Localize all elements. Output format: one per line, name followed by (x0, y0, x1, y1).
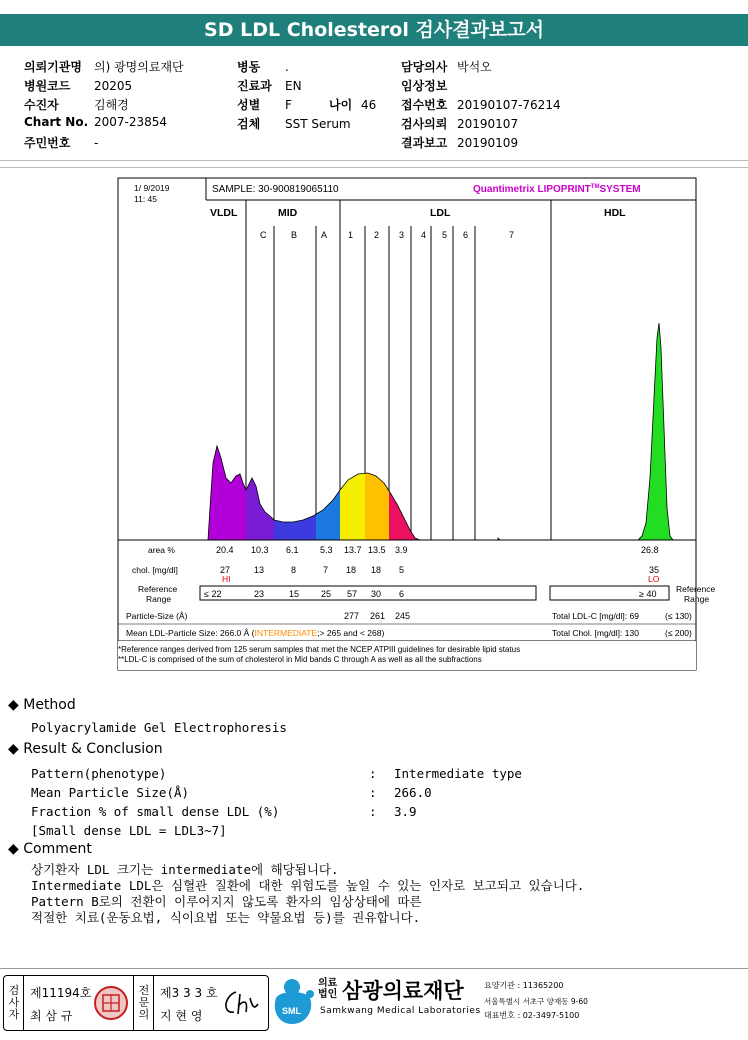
header-row: 성별 F 나이 46 (237, 98, 377, 112)
lipoprint-chart (118, 178, 716, 670)
chol-value: 13 (254, 565, 265, 575)
result-table (31, 764, 522, 840)
area-value: 13.5 (368, 545, 386, 555)
area-value: 20.4 (216, 545, 234, 555)
org-name: 삼광의료재단 (342, 979, 464, 1003)
chart-brand: Quantimetrix LIPOPRINT™SYSTEM (473, 184, 641, 195)
header-col3 (401, 58, 561, 153)
ref-label-right-2: Range (684, 594, 710, 604)
box-divider (133, 976, 134, 1030)
header-row: 병원코드 20205 (24, 79, 133, 93)
chol-value: 8 (291, 565, 297, 575)
band-label-3: 3 (399, 230, 405, 240)
group-label-mid: MID (278, 207, 298, 219)
ref-label-1: Reference (138, 584, 178, 594)
band-label-b: B (291, 230, 298, 240)
doctor-name: 지 현 영 (160, 1009, 203, 1023)
result-heading: ◆ Result & Conclusion (8, 741, 163, 757)
org-tel: 대표번호 : 02-3497-5100 (484, 1011, 580, 1020)
chol-value: 18 (371, 565, 382, 575)
area-value: 10.3 (251, 545, 269, 555)
signature-icon (218, 986, 262, 1020)
sml-logo-icon (270, 976, 316, 1028)
chart-time: 11: 45 (134, 194, 158, 204)
hi-flag: HI (222, 574, 231, 584)
sml-text: SML (282, 1006, 301, 1016)
header-row: 담당의사 박석오 (401, 60, 492, 74)
group-label-hdl: HDL (604, 207, 626, 219)
ref-value-hdl: ≥ 40 (639, 589, 657, 599)
psize-label: Particle-Size (Å) (126, 611, 188, 621)
header-row: 검사의뢰 20190107 (401, 117, 519, 131)
tester-vertical-label: 검사자 (8, 984, 20, 1021)
report-title: SD LDL Cholesterol 검사결과보고서 (0, 14, 748, 46)
header-col2 (237, 58, 376, 134)
method-heading: ◆ Method (8, 697, 76, 713)
org-name-en: Samkwang Medical Laboratories (320, 1006, 481, 1016)
chart-date: 1/ 9/2019 (134, 183, 170, 193)
box-divider (23, 976, 24, 1030)
header-row: Chart No. 2007-23854 (24, 115, 168, 129)
band-label-6: 6 (463, 230, 469, 240)
area-label: area % (148, 545, 175, 555)
header-row: 주민번호 - (24, 136, 99, 150)
total-ldl: Total LDL-C [mg/dl]: 69 (552, 611, 639, 621)
header-row: 병동 . (237, 60, 289, 74)
total-chol: Total Chol. [mg/dl]: 130 (552, 628, 639, 638)
area-value: 6.1 (286, 545, 299, 555)
chol-value: 5 (399, 565, 405, 575)
ref-value: 15 (289, 589, 300, 599)
chol-value: 27 (220, 565, 231, 575)
header-row: 결과보고 20190109 (401, 136, 519, 150)
chol-value-hdl: 35 (649, 565, 660, 575)
doctor-vertical-label: 전문의 (138, 984, 150, 1021)
header-row: 의뢰기관명 의) 광명의료재단 (24, 60, 184, 74)
tester-name: 최 삼 규 (30, 1009, 73, 1023)
ref-value: 25 (321, 589, 332, 599)
result-note: [Small dense LDL = LDL3~7] (31, 823, 227, 838)
psize-value: 261 (370, 611, 386, 621)
area-value: 5.3 (320, 545, 333, 555)
divider (0, 160, 748, 161)
note-2: **LDL-C is comprised of the sum of cholesterol in Mid bands C through A as well as all the subfractions (118, 655, 482, 664)
chart-sample: SAMPLE: 30-900819065110 (212, 184, 339, 195)
footer-divider (0, 968, 748, 969)
signature-box (3, 975, 269, 1031)
total-chol-ref: (≤ 200) (665, 628, 692, 638)
area-value: 13.7 (344, 545, 362, 555)
ref-label-right-1: Reference (676, 584, 716, 594)
band-label-1: 1 (348, 230, 354, 240)
band-label-c: C (260, 230, 267, 240)
diamond-icon: ◆ (8, 741, 19, 757)
result-row: Pattern(phenotype) : Intermediate type (31, 766, 522, 781)
total-ldl-ref: (≤ 130) (665, 611, 692, 621)
area-value: 3.9 (395, 545, 408, 555)
mean-size: Mean LDL-Particle Size: 266.0 Å (INTERMEDIATE;> 265 and < 268) (126, 628, 385, 638)
area-value-hdl: 26.8 (641, 545, 659, 555)
seal-icon (92, 984, 130, 1022)
header-row: 검체 SST Serum (237, 117, 351, 131)
chol-label: chol. [mg/dl] (132, 565, 178, 575)
band-label-5: 5 (442, 230, 448, 240)
psize-values (344, 611, 410, 621)
lo-flag: LO (648, 574, 660, 584)
band-label-2: 2 (374, 230, 380, 240)
chol-value: 18 (346, 565, 357, 575)
comment-text: 상기환자 LDL 크기는 intermediate에 해당됩니다. Intermediate LDL은 심혈관 질환에 대한 위험도를 높일 수 있는 인자로 보고되고 있습니다. Pattern B로의 전환이 이루어지지 않도록 환자의 임상상태에 따른 적절한 치료(운동요법, 식이요법 또는 약물요법 등)를 권유합니다. (31, 862, 585, 925)
group-label-vldl: VLDL (210, 207, 238, 219)
note-1: *Reference ranges derived from 125 serum samples that met the NCEP ATPIII guidelines for desirable lipid status (118, 645, 521, 654)
group-label-ldl: LDL (430, 207, 451, 219)
ref-value: ≤ 22 (204, 589, 222, 599)
box-divider (153, 976, 154, 1030)
ref-value: 57 (347, 589, 358, 599)
comment-heading: ◆ Comment (8, 841, 92, 857)
psize-value: 245 (395, 611, 411, 621)
header-col1 (24, 58, 184, 153)
method-text: Polyacrylamide Gel Electrophoresis (31, 720, 287, 735)
org-code: 요양기관 : 11365200 (484, 981, 564, 990)
tester-no: 제11194호 (30, 986, 92, 1000)
doctor-no: 제3 3 3 호 (160, 986, 218, 1000)
header-row: 수진자 김해경 (24, 98, 129, 112)
result-row: Fraction % of small dense LDL (%) : 3.9 (31, 804, 417, 819)
psize-value: 277 (344, 611, 360, 621)
divider (0, 167, 748, 168)
chol-value: 7 (323, 565, 329, 575)
ref-label-2: Range (146, 594, 172, 604)
band-label-7: 7 (509, 230, 515, 240)
result-row: Mean Particle Size(Å) : 266.0 (31, 785, 432, 800)
band-label-4: 4 (421, 230, 427, 240)
band-label-a: A (321, 230, 328, 240)
diamond-icon: ◆ (8, 697, 19, 713)
header-row: 진료과 EN (237, 79, 302, 93)
org-type: 의료법인 (318, 978, 338, 1000)
diamond-icon: ◆ (8, 841, 19, 857)
header-row: 접수번호 20190107-76214 (401, 98, 561, 112)
ref-value: 23 (254, 589, 265, 599)
org-address: 서울특별시 서초구 양재동 9-60 (484, 997, 588, 1006)
header-row: 임상정보 (401, 79, 448, 93)
ref-value: 30 (371, 589, 382, 599)
ref-value: 6 (399, 589, 405, 599)
